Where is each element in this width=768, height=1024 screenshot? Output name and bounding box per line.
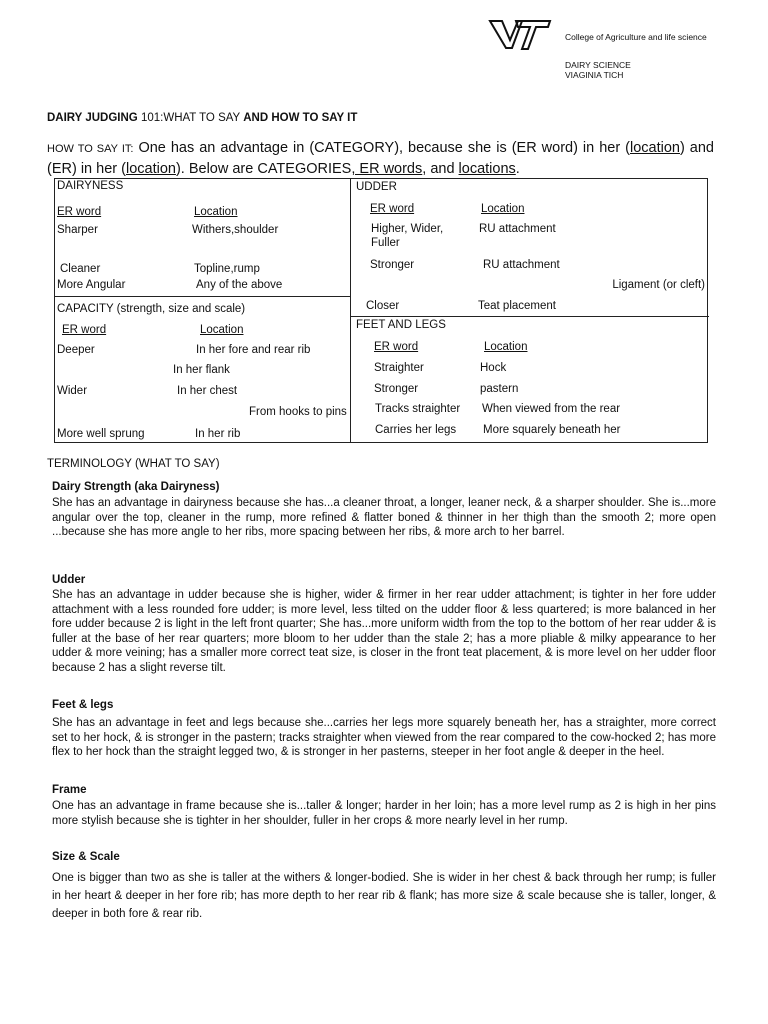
feet-col-er: ER word bbox=[374, 341, 419, 353]
udder-er: Stronger bbox=[370, 259, 415, 271]
feet-er: Straighter bbox=[374, 362, 424, 374]
feet-legs-header: FEET AND LEGS bbox=[356, 319, 446, 331]
dairyness-er: Sharper bbox=[57, 224, 98, 236]
capacity-loc: In her flank bbox=[173, 364, 230, 376]
capacity-loc: From hooks to pins bbox=[249, 406, 347, 418]
capacity-header: CAPACITY (strength, size and scale) bbox=[57, 303, 246, 315]
dairyness-header: DAIRYNESS bbox=[57, 180, 124, 192]
terminology-heading: TERMINOLOGY (WHAT TO SAY) bbox=[47, 458, 220, 470]
udder-col-loc: Location bbox=[481, 203, 525, 215]
feet-er: Carries her legs bbox=[375, 424, 457, 436]
udder-col-er: ER word bbox=[370, 203, 415, 215]
feet-loc: When viewed from the rear bbox=[482, 403, 621, 415]
udder-er: Higher, Wider, bbox=[371, 223, 444, 235]
dairyness-col-er: ER word bbox=[57, 206, 102, 218]
section-title: Feet & legs bbox=[52, 699, 114, 711]
section-text: One has an advantage in frame because she is...taller & longer; harder in her loin; has a more level rump as 2 is high in her pins more stylish because she is tighter in her shoulder, fuller in her crops & more nearly level in her rump. bbox=[52, 800, 716, 827]
department: DAIRY SCIENCE VIAGINIA TICH bbox=[565, 60, 631, 80]
dairyness-loc: Withers,shoulder bbox=[192, 224, 279, 236]
dairyness-er: More Angular bbox=[57, 279, 126, 291]
feet-er: Tracks straighter bbox=[375, 403, 461, 415]
feet-loc: pastern bbox=[480, 383, 519, 395]
udder-loc: Teat placement bbox=[478, 300, 556, 312]
dairyness-col-loc: Location bbox=[194, 206, 238, 218]
feet-er: Stronger bbox=[374, 383, 419, 395]
section-title: Udder bbox=[52, 574, 86, 586]
udder-loc: Ligament (or cleft) bbox=[612, 279, 705, 291]
categories-table bbox=[54, 178, 708, 443]
udder-header: UDDER bbox=[356, 181, 397, 193]
feet-col-loc: Location bbox=[484, 341, 528, 353]
capacity-col-er: ER word bbox=[62, 324, 107, 336]
vt-logo bbox=[488, 18, 552, 52]
section-text: She has an advantage in feet and legs because she...carries her legs more squarely beneath her, has a straighter, more correct set to her hock, & is stronger in the pastern; tracks straighter when viewed from the rear compared to the cow-hocked 2; has more flex to her hock than the straight legged two, & is stronger in her pasterns, steeper in her foot angle & deeper in the heel. bbox=[52, 717, 716, 758]
section-title: Dairy Strength (aka Dairyness) bbox=[52, 481, 220, 493]
college-name: College of Agriculture and life science bbox=[565, 32, 707, 42]
section-text: She has an advantage in udder because she is higher, wider & firmer in her rear udder attachment; is tighter in her fore udder attachment with a less rounded fore udder; is more level, less tilted on the udder floor & less quartered; is more balanced in her fore udder because 2 is light in the left front quarter; She has...more uniform width from the top to the bottom of her rear udder & is fuller at the base of her rear quarters; more bloom to her udder than the stale 2; has a more pliable & milky appearance to her udder & more veining; has a smaller more correct teat size, is closer in the front teat placement, & is more level on her udder floor because 2 has a slight reverse tilt. bbox=[52, 589, 716, 674]
page-title: DAIRY JUDGING 101:WHAT TO SAY AND HOW TO SAY IT bbox=[47, 112, 358, 124]
capacity-er: Wider bbox=[57, 385, 88, 397]
udder-loc: RU attachment bbox=[479, 223, 556, 235]
dairyness-loc: Topline,rump bbox=[194, 263, 260, 275]
udder-er: Closer bbox=[366, 300, 400, 312]
dairyness-loc: Any of the above bbox=[196, 279, 283, 291]
section-text: She has an advantage in dairyness because she has...a cleaner throat, a longer, leaner neck, & a sharper shoulder. She is...more angular over the top, cleaner in the rump, more refined & flatter boned & thinner in her thigh than the smooth 2; more open ...because she has more angle to her ribs, more spacing between her ribs, & more arch to her barrel. bbox=[52, 497, 716, 538]
capacity-col-loc: Location bbox=[200, 324, 244, 336]
capacity-loc: In her chest bbox=[177, 385, 238, 397]
how-to-say-it: HOW TO SAY IT: One has an advantage in (CATEGORY), because she is (ER word) in her (location) and (ER) in her (location). Below are CATEGORIES, ER words, and locations. bbox=[47, 140, 714, 177]
dairyness-er: Cleaner bbox=[60, 263, 101, 275]
feet-loc: Hock bbox=[480, 362, 507, 374]
section-text: One is bigger than two as she is taller at the withers & longer-bodied. She is wider in her chest & back through her rump; is fuller in her heart & deeper in her fore rib; has more depth to her rear rib & flank; has more size & scale because she is taller, longer, & deeper in both fore & rear rib. bbox=[52, 872, 716, 920]
section-title: Size & Scale bbox=[52, 851, 120, 863]
capacity-loc: In her rib bbox=[195, 428, 241, 440]
capacity-er: Deeper bbox=[57, 344, 95, 356]
capacity-er: More well sprung bbox=[57, 428, 145, 440]
section-title: Frame bbox=[52, 784, 87, 796]
udder-loc: RU attachment bbox=[483, 259, 560, 271]
feet-loc: More squarely beneath her bbox=[483, 424, 621, 436]
capacity-loc: In her fore and rear rib bbox=[196, 344, 311, 356]
udder-er: Fuller bbox=[371, 237, 400, 249]
